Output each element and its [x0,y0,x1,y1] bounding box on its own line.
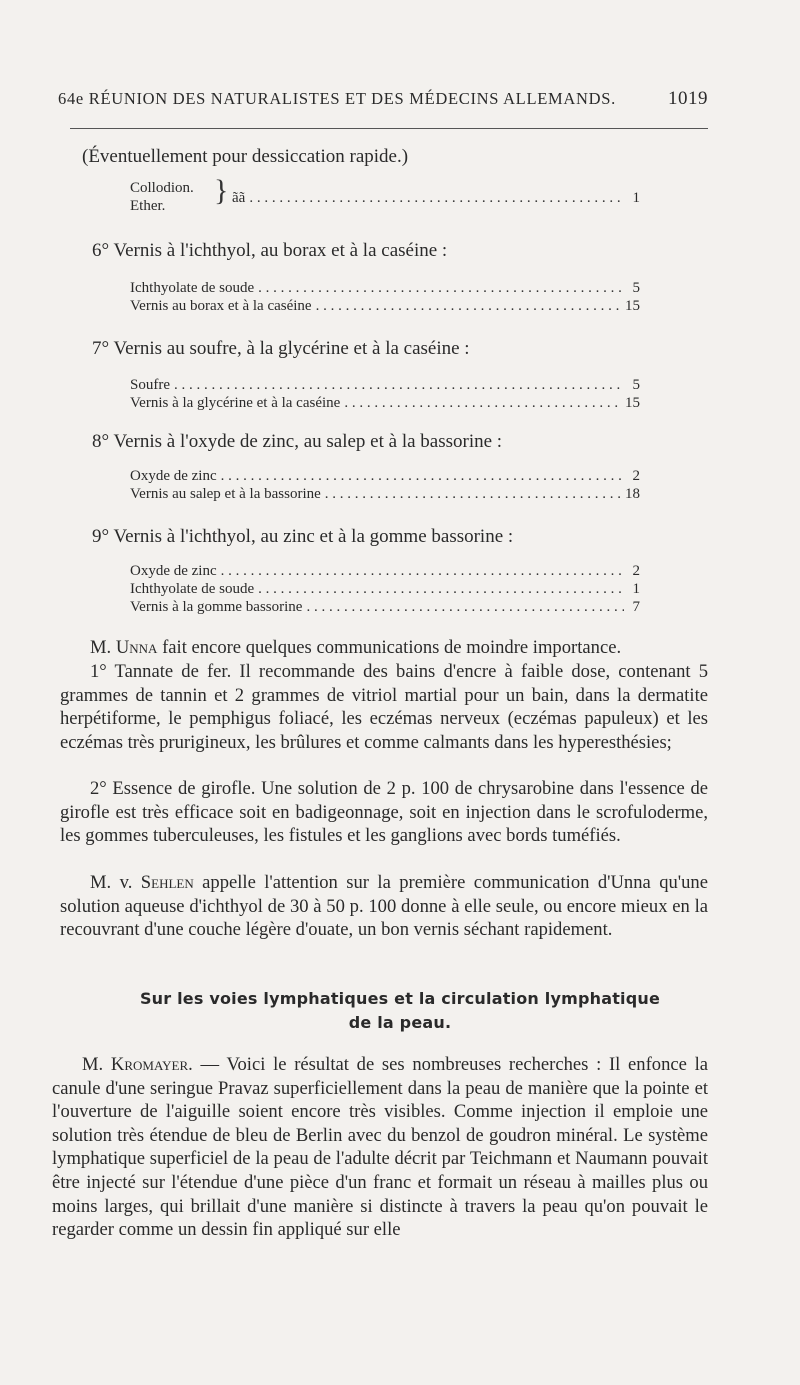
ether-label: Ether. [130,198,166,214]
ingredient-name: Soufre [130,377,170,393]
ingredient-qty: 18 [625,486,640,502]
leader-dots [344,395,621,412]
recipe-9-row-1 [130,563,640,580]
speaker-name: Kromayer. [110,1054,193,1075]
recipe-6-row-1 [130,280,640,297]
ingredient-qty: 1 [632,581,640,597]
ingredient-name: Oxyde de zinc [130,468,217,484]
ingredient-qty: 5 [632,280,640,296]
ingredient-name: Ichthyolate de soude [130,280,255,296]
ingredient-name: Oxyde de zinc [130,563,217,579]
speaker-prefix: M. [82,1054,104,1075]
unna-paragraph-2 [60,777,708,848]
page-number: 1019 [668,88,708,109]
leader-dots [174,377,624,394]
ingredient-name: Vernis au borax et à la caséine [130,298,312,314]
leader-dots [306,599,624,616]
speaker-prefix: M. [90,637,112,658]
intro-note: (Éventuellement pour dessiccation rapide.) [82,146,409,167]
speaker-name: Unna [115,637,158,658]
ingredient-name: Vernis au salep et à la bassorine [130,486,321,502]
leader-dots [221,563,624,580]
ingredient-qty: 2 [632,468,640,484]
recipe-7-title: 7° Vernis au soufre, à la glycérine et à la caséine : [92,338,470,359]
paragraph-text: 1° Tannate de fer. Il recommande des bains d'encre à faible dose, contenant 5 grammes de tannin et 2 grammes de vitriol martial pour un bain, dans la dermatite herpétiforme, le pemphigus foliacé, les eczémas nerveux (eczémas papuleux) et les eczémas très prurigineux, les brûlures et comme calmants dans les hyperesthésies; [60,661,708,753]
ingredient-qty: 2 [632,563,640,579]
section-heading-line-2: de la peau. [348,1013,452,1032]
recipe-7-row-2 [130,395,640,412]
recipe-7-row-1 [130,377,640,394]
leader-dots [258,280,624,297]
collodion-qty: 1 [632,190,640,206]
unna-intro-paragraph [60,636,708,660]
paragraph-text: 2° Essence de girofle. Une solution de 2 p. 100 de chrysarobine dans l'essence de girofle est très efficace soit en badigeonnage, soit en injection dans le scrofuloderme, les gommes tuberculeuses, les fistules et les ganglions avec bords tuméfiés. [60,778,708,847]
ingredient-qty: 15 [625,298,640,314]
unna-paragraph-1 [60,660,708,754]
ingredient-name: Vernis à la glycérine et à la caséine [130,395,341,411]
recipe-9-row-3 [130,599,640,616]
collodion-ether-row [232,190,640,207]
collodion-label: Collodion. [130,180,194,196]
leader-dots [325,486,621,503]
ingredient-qty: 5 [632,377,640,393]
header-rule [70,128,708,129]
ingredient-qty: 7 [632,599,640,615]
recipe-8-title: 8° Vernis à l'oxyde de zinc, au salep et à la bassorine : [92,431,503,452]
running-header [58,88,708,110]
paragraph-text: appelle l'attention sur la première communication d'Unna qu'une solution aqueuse d'ichthyol de 30 à 50 p. 100 donne à elle seule, ou encore mieux en la recouvrant d'une couche légère d'ouate, un bon vernis séchant rapidement. [60,872,708,941]
aa-label: ãã [232,190,246,206]
speaker-prefix: M. v. [90,872,133,893]
sehlen-paragraph [60,871,708,942]
section-heading [60,987,740,1035]
recipe-8-row-1 [130,468,640,485]
header-title: 64e RÉUNION DES NATURALISTES ET DES MÉDECINS ALLEMANDS. [58,89,616,108]
recipe-6-title: 6° Vernis à l'ichthyol, au borax et à la caséine : [92,240,448,261]
recipe-6-row-2 [130,298,640,315]
leader-dots [249,190,624,207]
recipe-8-row-2 [130,486,640,503]
ingredient-name: Vernis à la gomme bassorine [130,599,303,615]
recipe-9-row-2 [130,581,640,598]
brace-symbol: } [214,174,229,207]
recipe-9-title: 9° Vernis à l'ichthyol, au zinc et à la gomme bassorine : [92,526,514,547]
ingredient-name: Ichthyolate de soude [130,581,255,597]
ingredient-qty: 15 [625,395,640,411]
speaker-name: Sehlen [140,872,194,893]
paragraph-text: — Voici le résultat de ses nombreuses recherches : Il enfonce la canule d'une seringue Pravaz superficiellement dans la peau de manière que la pointe et l'ouverture de l'aiguille soient encore très visibles. Comme injection il emploie une solution très étendue de bleu de Berlin avec du benzol de goudron minéral. Le système lymphatique superficiel de la peau de l'adulte décrit par Teichmann et Naumann pouvait être injecté sur l'étendue d'une pièce d'un franc et formait un réseau à mailles plus ou moins larges, qui brillait d'une manière si distincte à travers la peau qu'on pouvait le regarder comme un dessin fin appliqué sur elle [52,1054,708,1241]
leader-dots [258,581,624,598]
paragraph-text: fait encore quelques communications de moindre importance. [157,637,622,658]
leader-dots [316,298,621,315]
kromayer-paragraph [52,1053,708,1242]
section-heading-line-1: Sur les voies lymphatiques et la circulation lymphatique [139,989,661,1008]
leader-dots [221,468,624,485]
